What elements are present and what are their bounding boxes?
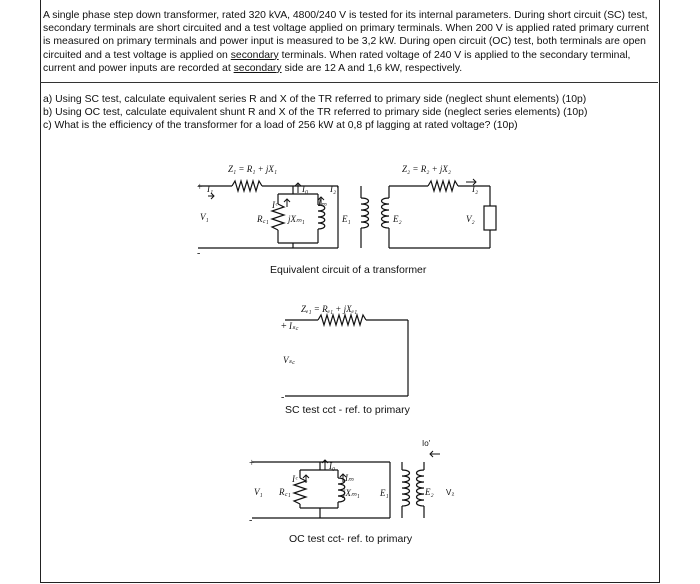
figure3-caption: OC test cct- ref. to primary [289, 533, 413, 545]
v2-label: V₂ [446, 488, 455, 497]
text-span: A single phase step down transformer, rated 320 kVA, 4800/240 V is tested for its internal parameters. During short circuit (SC) test, [43, 10, 648, 21]
question-a: a) Using SC test, calculate equivalent series R and X of the TR referred to primary side (neglect shunt elements) (10p) [43, 94, 587, 105]
z2-label: Z₂ = R₂ + jX₂ [402, 164, 452, 174]
e2-label: E₂ [393, 214, 402, 224]
figure2-wires [285, 315, 408, 396]
text-span: secondary terminals are short circuited and a test voltage applied on primary terminals. When 200 V is applied rated primary current [43, 23, 649, 35]
figure3-wires [252, 462, 424, 518]
rc-label: R꜀₁ [279, 487, 291, 497]
z1-label: Z₁ = R₁ + jX₁ [228, 164, 278, 174]
xm-label: jXₘ₁ [288, 214, 305, 224]
figure1-caption: Equivalent circuit of a transformer [270, 264, 427, 276]
minus-sign: - [197, 248, 201, 259]
text-span: terminals. When rated voltage of 240 V is applied to the secondary terminal, [278, 49, 631, 61]
v1-label: V₁ [200, 212, 209, 222]
figure2-labels [281, 304, 411, 416]
v1-label: V₁ [254, 487, 263, 497]
plus-sign: + [281, 321, 287, 332]
zeq-label: Zₑ₁ = Rₑ₁ + jXₑ₁ [301, 304, 358, 314]
minus-sign: - [281, 392, 285, 403]
text-span: is measured on primary terminals and power input is measured to be 3,2 kW. During open circuit (OC) test, both terminals are open [43, 36, 646, 48]
underlined-word: secondary [230, 49, 279, 61]
minus-sign: - [249, 515, 253, 526]
im-label: Iₘ [318, 198, 327, 208]
ic-label: Iᶜ [292, 474, 298, 484]
e1-label: E₁ [342, 214, 351, 224]
e1-label: E₁ [380, 488, 389, 498]
figure2-caption: SC test cct - ref. to primary [285, 404, 410, 416]
text-span: current and power inputs are recorded at [43, 62, 234, 74]
figure3-arrows [303, 451, 440, 483]
v2-label: V₂ [466, 214, 475, 224]
ic-label: Iᶜ [272, 200, 278, 210]
plus-sign: + [197, 182, 203, 193]
isc-label: Iₛ꜀ [289, 321, 299, 331]
underlined-word: secondary [233, 62, 282, 74]
i0-label: I₀ [329, 461, 336, 471]
i1-label: I₁ [207, 184, 214, 194]
i2prime-label: I₂' [330, 184, 339, 194]
vsc-label: Vₛ꜀ [283, 355, 295, 365]
plus-sign: + [249, 458, 255, 469]
question-b: b) Using OC test, calculate equivalent shunt R and X of the TR referred to primary side (neglect series elements) (10p) [43, 107, 588, 119]
question-c: c) What is the efficiency of the transformer for a load of 256 kW at 0,8 pf lagging at rated voltage? (10p) [43, 120, 518, 132]
e2-label: E₂ [425, 487, 434, 497]
figure3-labels [249, 439, 454, 545]
text-span: side are 12 A and 1,6 kW, respectively. [281, 62, 463, 74]
rc-label: R꜀₁ [257, 214, 269, 224]
i0prime-label: Io' [422, 439, 431, 448]
i0-label: I₀ [302, 184, 309, 194]
xm-label: jXₘ₁ [343, 488, 360, 498]
im-label: Iₘ [345, 473, 354, 483]
i2-label: I₂ [472, 184, 479, 194]
text-span: circuited and a test voltage is applied on [43, 49, 231, 61]
